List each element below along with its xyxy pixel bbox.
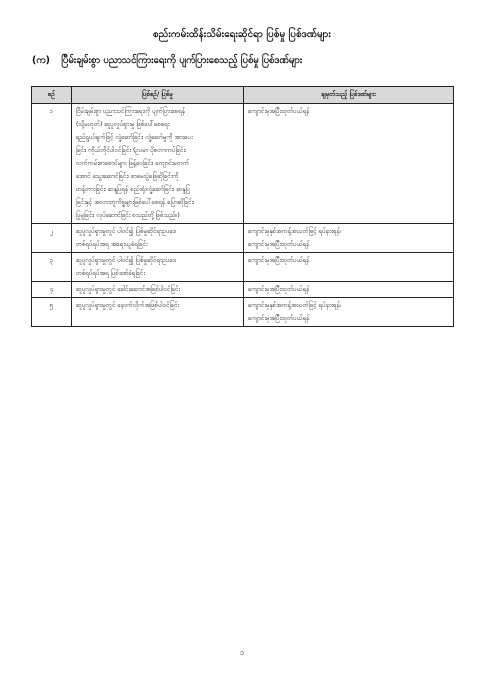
header-remark: ချမှတ်သည့် ပြစ်ဒဏ်များ	[244, 87, 454, 104]
table-row	[32, 282, 454, 298]
action-line: ဆူပူလှုပ်ရှားမှုတွင် ခေါင်းဆောင်အဖြစ်ပါဝင်ခြင်း	[76, 286, 180, 293]
row-remark	[244, 224, 454, 253]
section-title: ပြီမ်းချမ်းစွာ ပညာသင်ကြားရေးကို ပျက်ပြားစေသည့် ပြစ်မှု ပြစ်ဒဏ်များ	[61, 55, 303, 66]
row-number: ၂	[32, 224, 72, 253]
action-line: အောင် သွေးဆောင်ခြင်း၊ စာမေးပွဲဖြေဆိုခြင်းကို	[76, 173, 179, 180]
row-number: ၄	[32, 282, 72, 298]
row-remark	[244, 104, 454, 224]
penalty-table	[31, 86, 454, 327]
row-action	[72, 104, 244, 224]
action-line: တစ်ရပ်ရပ်အရ အရေးယူခံရခြင်း	[76, 241, 148, 248]
remark-line: ကျောင်းမှအပြီးထုတ်ပယ်ရန်	[248, 257, 310, 264]
row-action	[72, 282, 244, 298]
action-line: ခြင်း၊ ကိုယ်တိုင်ပါဝင်ခြင်း (ဥပမာ ပိုစတာကပ်ခြင်း၊	[76, 147, 187, 154]
action-line: ငြိမ်းချမ်းစွာ ပညာသင်ကြားရေးကို ပျက်ပြားစေရန်	[76, 108, 186, 115]
action-line: လက်ကမ်းစာစောင်များ ဖြန့်ဝေခြင်း၊ ကျောင်းမတက်	[76, 160, 190, 167]
row-number: ၃	[32, 253, 72, 282]
action-line: ဆူပူလှုပ်ရှားမှုတွင် ပါဝင်၍ ပြစ်မှုဆိုင်ရာဥပဒေ	[76, 228, 176, 235]
remark-line: ကျောင်းမှအပြီးထုတ်ပယ်ရန်	[248, 108, 310, 115]
page-title: စည်းကမ်းထိန်းသိမ်းရေးဆိုင်ရာ ပြစ်မှု ပြစ်ဒဏ်များ	[153, 29, 331, 40]
action-line: ပြုမူခြင်း၊ လုပ်ဆောင်ခြင်း စသည်တို့ဖြစ်သည်။)	[76, 212, 180, 219]
section-marker: (က)	[32, 55, 50, 66]
remark-line: ကျောင်းမှနှစ်အကန့်အသတ်ဖြင့် ရပ်နားရန်၊	[248, 228, 341, 235]
remark-line: ကျောင်းမှနှစ်အကန့်အသတ်ဖြင့် ရပ်နားရန်၊	[248, 302, 341, 309]
action-line: ဆူပူလှုပ်ရှားမှုတွင် ပါဝင်၍ ပြစ်မှုဆိုင်ရာဥပဒေ	[76, 257, 176, 264]
header-no: စဉ်	[32, 87, 72, 104]
row-action	[72, 224, 244, 253]
action-line: ခြင်းနှင့် အလားတူကိစ္စများဖြစ်ပေါ်စေရန် ပြောဆိုခြင်း၊	[76, 199, 195, 206]
row-action	[72, 253, 244, 282]
header-action: ပြစ်စဉ်/ ပြစ်မှု	[72, 87, 244, 104]
row-action	[72, 298, 244, 327]
table-row	[32, 224, 454, 253]
remark-line: ကျောင်းမှအပြီးထုတ်ပယ်ရန်	[248, 241, 310, 248]
action-line: ဆူပူလှုပ်ရှားမှုတွင် နောက်လိုက်အဖြစ်ပါဝင်ခြင်း	[76, 302, 180, 309]
action-line: ဟန့်တားခြင်း၊ ဆန္ဒပြရန် စည်းရုံးလှုံ့ဆော်ခြင်း၊ ဆန္ဒပြ	[76, 186, 191, 193]
row-remark	[244, 253, 454, 282]
action-line: တစ်ရပ်ရပ်အရ ပြစ်ဒဏ်ခံရခြင်း	[76, 270, 145, 277]
remark-line: ကျောင်းမှအပြီးထုတ်ပယ်ရန်	[248, 286, 310, 293]
row-remark	[244, 282, 454, 298]
table-row	[32, 104, 454, 224]
action-line: (သို့မဟုတ်) ဆူပူလှုပ်ရှားမှု ဖြစ်ပေါ်စေရေး	[76, 121, 170, 128]
table-row	[32, 298, 454, 327]
remark-line: ကျောင်းမှအပြီးထုတ်ပယ်ရန်	[248, 315, 310, 322]
table-header-row	[32, 87, 454, 104]
row-remark	[244, 298, 454, 327]
page-number: ၁	[239, 648, 245, 657]
section-heading	[32, 54, 464, 68]
row-number: ၅	[32, 298, 72, 327]
row-number: ၁	[32, 104, 72, 224]
action-line: ရည်ရွယ်ချက်ဖြင့် လှုံ့ဆော်ခြင်း၊ လှုံ့ဆော်မှုကို အားပေး	[76, 134, 193, 141]
table-row	[32, 253, 454, 282]
